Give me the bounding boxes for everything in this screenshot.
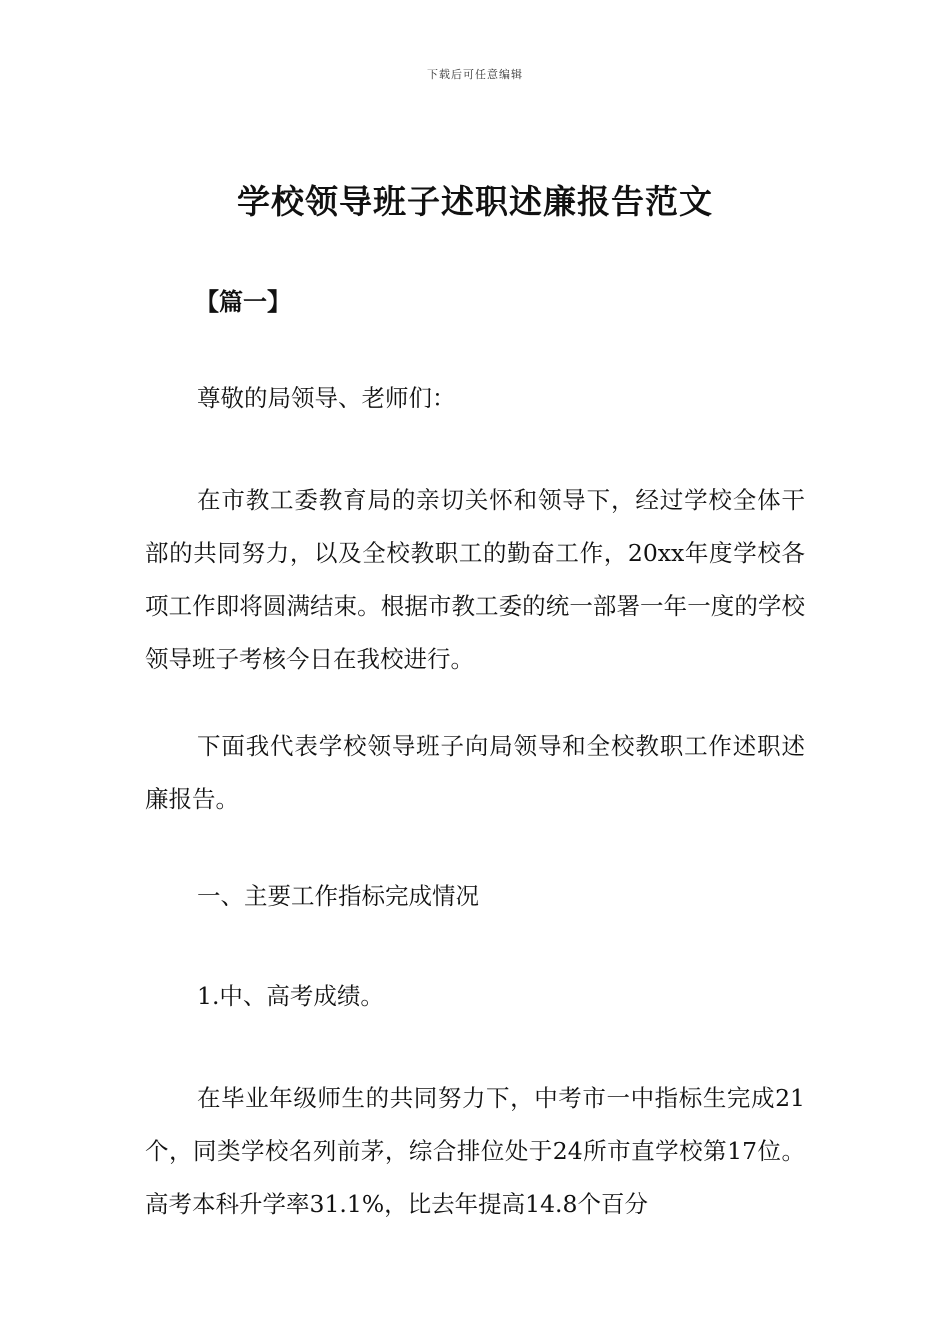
paragraph-intro: 在市教工委教育局的亲切关怀和领导下，经过学校全体干部的共同努力，以及全校教职工的勤奋工作，20xx年度学校各项工作即将圆满结束。根据市教工委的统一部署一年一度的学校领导班子考核今日在我校进行。 bbox=[145, 486, 805, 673]
heading-main-indicators: 一、主要工作指标完成情况 bbox=[197, 882, 479, 910]
section-label: 【篇一】 bbox=[195, 288, 291, 316]
paragraph-report-statement: 下面我代表学校领导班子向局领导和全校教职工作述职述廉报告。 bbox=[145, 732, 805, 813]
page-header-note: 下载后可任意编辑 bbox=[427, 68, 523, 81]
salutation: 尊敬的局领导、老师们： bbox=[197, 384, 456, 412]
document-title: 学校领导班子述职述廉报告范文 bbox=[237, 182, 713, 221]
paragraph-exam-results: 在毕业年级师生的共同努力下，中考市一中指标生完成21个，同类学校名列前茅，综合排位处于24所市直学校第17位。高考本科升学率31.1%，比去年提高14.8个百分 bbox=[145, 1084, 805, 1218]
heading-exam-results: 1.中、高考成绩。 bbox=[197, 982, 384, 1010]
